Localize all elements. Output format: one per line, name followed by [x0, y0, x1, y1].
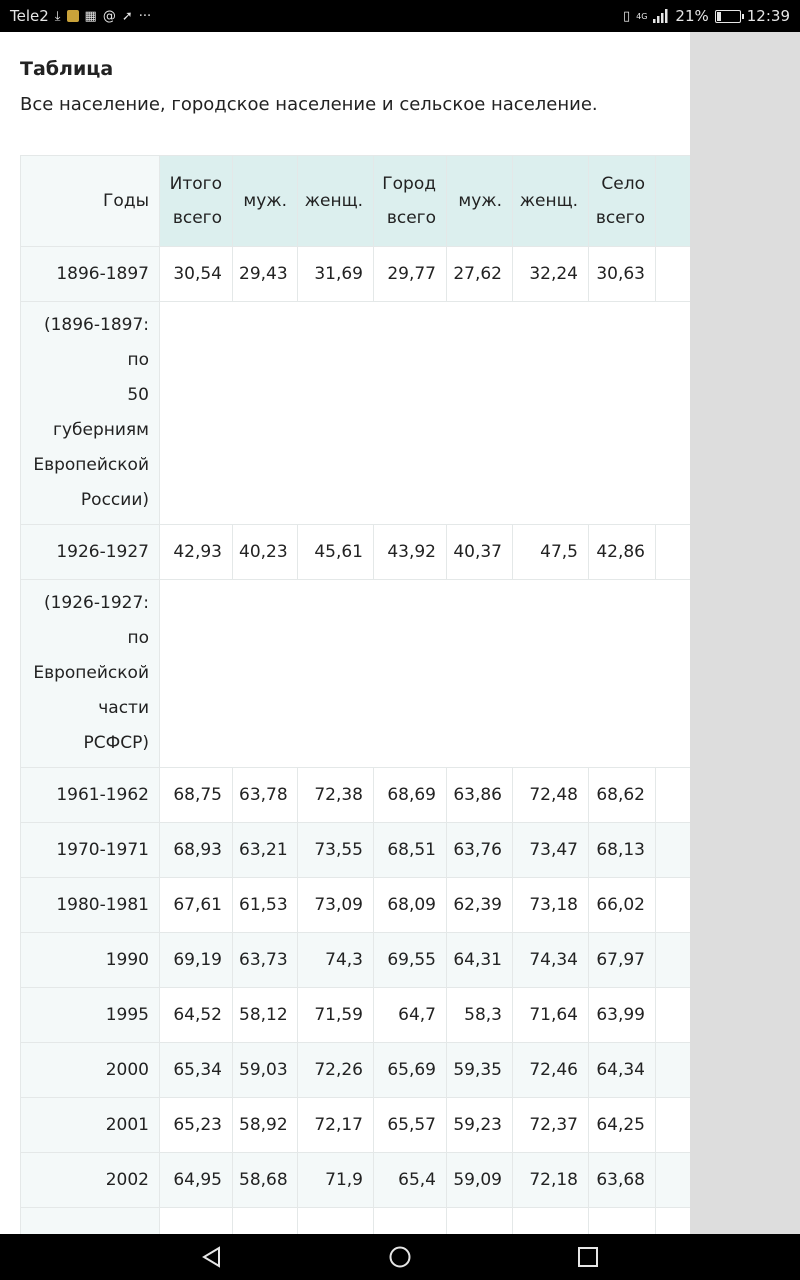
table-cell: 42,86 [589, 525, 656, 580]
table-cell: 68,13 [589, 823, 656, 878]
table-row [21, 768, 741, 823]
table-cell: 64,34 [589, 1043, 656, 1098]
table-row [21, 823, 741, 878]
year-cell: 2001 [21, 1098, 160, 1153]
table-cell: 65,4 [374, 1153, 447, 1208]
year-cell: 1926-1927 [21, 525, 160, 580]
table-cell: 63,73 [233, 933, 298, 988]
column-header [233, 156, 298, 247]
table-cell: 67,61 [160, 878, 233, 933]
column-header-text: всего [172, 208, 222, 228]
table-cell: 72,17 [298, 1098, 374, 1153]
table-cell: 62,39 [447, 878, 513, 933]
signal-icon [653, 9, 669, 23]
column-header-text: Село [601, 174, 645, 194]
table-cell: 63,99 [589, 988, 656, 1043]
table-row [21, 525, 741, 580]
network-type-label: 4G [636, 11, 648, 21]
year-cell: 1980-1981 [21, 878, 160, 933]
table-cell: 63,78 [233, 768, 298, 823]
table-note-row [21, 580, 741, 768]
table-cell: 71,9 [298, 1153, 374, 1208]
table-note-filler [160, 302, 741, 525]
table-cell: 65,69 [374, 1043, 447, 1098]
qr-notification-icon: ▦ [84, 8, 97, 24]
table-cell: 40,23 [233, 525, 298, 580]
table-cell: 67,97 [589, 933, 656, 988]
table-cell: 58,12 [233, 988, 298, 1043]
column-header-text: женщ. [519, 191, 578, 211]
table-cell: 64,25 [589, 1098, 656, 1153]
table-cell: 58,68 [233, 1153, 298, 1208]
navigation-bar [0, 1234, 800, 1280]
table-cell: 59,23 [447, 1098, 513, 1153]
more-notifications-icon: ··· [138, 8, 152, 24]
table-cell: 63,86 [447, 768, 513, 823]
table-cell: 72,38 [298, 768, 374, 823]
column-header-text: Город [382, 174, 436, 194]
app-notification-icon [67, 10, 79, 22]
home-icon[interactable] [388, 1245, 412, 1269]
table-cell: 63,21 [233, 823, 298, 878]
year-cell: 1970-1971 [21, 823, 160, 878]
table-row [21, 247, 741, 302]
year-cell: 2002 [21, 1153, 160, 1208]
table-cell: 32,24 [513, 247, 589, 302]
table-header-row [21, 156, 741, 247]
side-panel [690, 32, 800, 1234]
table-cell: 65,34 [160, 1043, 233, 1098]
table-note-text: (1926-1927: [43, 593, 149, 613]
table-note-text: части [98, 698, 149, 718]
table-cell: 66,02 [589, 878, 656, 933]
vibrate-icon: ▯ [622, 8, 631, 24]
table-note-text: по [127, 350, 149, 370]
table-cell: 65,23 [160, 1098, 233, 1153]
column-header [374, 156, 447, 247]
table-note-text: Европейской [33, 663, 149, 683]
table-cell: 68,93 [160, 823, 233, 878]
table-cell: 73,18 [513, 878, 589, 933]
column-header-text: женщ. [304, 191, 363, 211]
column-header [160, 156, 233, 247]
table-cell: 74,3 [298, 933, 374, 988]
table-cell: 65,57 [374, 1098, 447, 1153]
table-cell: 63,76 [447, 823, 513, 878]
year-cell: 1896-1897 [21, 247, 160, 302]
column-header-text: всего [595, 208, 645, 228]
table-cell: 72,18 [513, 1153, 589, 1208]
clock: 12:39 [746, 7, 790, 25]
table-cell: 74,34 [513, 933, 589, 988]
table-body [21, 247, 741, 1263]
table-cell: 59,35 [447, 1043, 513, 1098]
table-cell: 69,19 [160, 933, 233, 988]
column-header [447, 156, 513, 247]
recent-apps-icon[interactable] [576, 1245, 600, 1269]
battery-icon [715, 10, 741, 23]
table-cell: 68,75 [160, 768, 233, 823]
table-cell: 64,95 [160, 1153, 233, 1208]
table-cell: 30,63 [589, 247, 656, 302]
table-scroll-container[interactable] [20, 155, 670, 1235]
table-cell: 69,55 [374, 933, 447, 988]
table-row [21, 878, 741, 933]
table-note-text: по [127, 628, 149, 648]
column-header-text: муж. [458, 191, 502, 211]
table-cell: 73,09 [298, 878, 374, 933]
table-cell: 72,37 [513, 1098, 589, 1153]
table-note-text: РСФСР) [83, 733, 149, 753]
year-cell: 2000 [21, 1043, 160, 1098]
download-icon: ⤓ [54, 8, 61, 24]
table-cell: 68,09 [374, 878, 447, 933]
table-cell: 40,37 [447, 525, 513, 580]
table-cell: 68,51 [374, 823, 447, 878]
year-cell: 1961-1962 [21, 768, 160, 823]
column-header-text: всего [386, 208, 436, 228]
table-cell: 72,26 [298, 1043, 374, 1098]
table-cell: 64,7 [374, 988, 447, 1043]
send-notification-icon: ➚ [121, 8, 133, 24]
table-cell: 42,93 [160, 525, 233, 580]
table-cell: 61,53 [233, 878, 298, 933]
table-row [21, 933, 741, 988]
table-cell: 64,31 [447, 933, 513, 988]
table-cell: 43,92 [374, 525, 447, 580]
table-cell: 72,48 [513, 768, 589, 823]
table-cell: 64,52 [160, 988, 233, 1043]
table-cell: 29,43 [233, 247, 298, 302]
content-area [0, 32, 690, 1234]
table-cell: 30,54 [160, 247, 233, 302]
table-note-text: 50 [127, 385, 149, 405]
carrier-label: Tele2 [10, 7, 49, 25]
table-cell: 47,5 [513, 525, 589, 580]
column-header [589, 156, 656, 247]
table-cell: 45,61 [298, 525, 374, 580]
table-cell: 31,69 [298, 247, 374, 302]
table-row [21, 1153, 741, 1208]
table-cell: 73,47 [513, 823, 589, 878]
table-cell: 72,46 [513, 1043, 589, 1098]
table-cell: 58,92 [233, 1098, 298, 1153]
column-header-text: муж. [243, 191, 287, 211]
table-cell: 68,62 [589, 768, 656, 823]
table-note-filler [160, 580, 741, 768]
table-note-text: (1896-1897: [43, 315, 149, 335]
table-note-row [21, 302, 741, 525]
table-cell: 58,3 [447, 988, 513, 1043]
year-cell: 1995 [21, 988, 160, 1043]
table-note-text: Европейской [33, 455, 149, 475]
column-header [513, 156, 589, 247]
table-row [21, 988, 741, 1043]
battery-percent: 21% [675, 7, 709, 25]
population-table [20, 155, 741, 1263]
table-note-text: губерниям [53, 420, 149, 440]
back-icon[interactable] [200, 1245, 224, 1269]
column-header-text: Итого [169, 174, 222, 194]
table-cell: 29,77 [374, 247, 447, 302]
column-header [21, 156, 160, 247]
page-subtitle: Все население, городское население и сельское население. [20, 94, 598, 115]
table-cell: 71,64 [513, 988, 589, 1043]
page-title: Таблица [20, 58, 114, 80]
table-note-cell [21, 302, 160, 525]
table-cell: 68,69 [374, 768, 447, 823]
year-cell: 1990 [21, 933, 160, 988]
table-note-cell [21, 580, 160, 768]
table-cell: 59,03 [233, 1043, 298, 1098]
table-cell: 63,68 [589, 1153, 656, 1208]
table-cell: 27,62 [447, 247, 513, 302]
column-header-text: Годы [103, 191, 149, 211]
table-cell: 73,55 [298, 823, 374, 878]
table-cell: 59,09 [447, 1153, 513, 1208]
status-bar [0, 0, 800, 32]
table-note-text: России) [80, 490, 149, 510]
column-header [298, 156, 374, 247]
at-notification-icon: @ [102, 8, 116, 24]
table-cell: 71,59 [298, 988, 374, 1043]
table-row [21, 1043, 741, 1098]
table-row [21, 1098, 741, 1153]
